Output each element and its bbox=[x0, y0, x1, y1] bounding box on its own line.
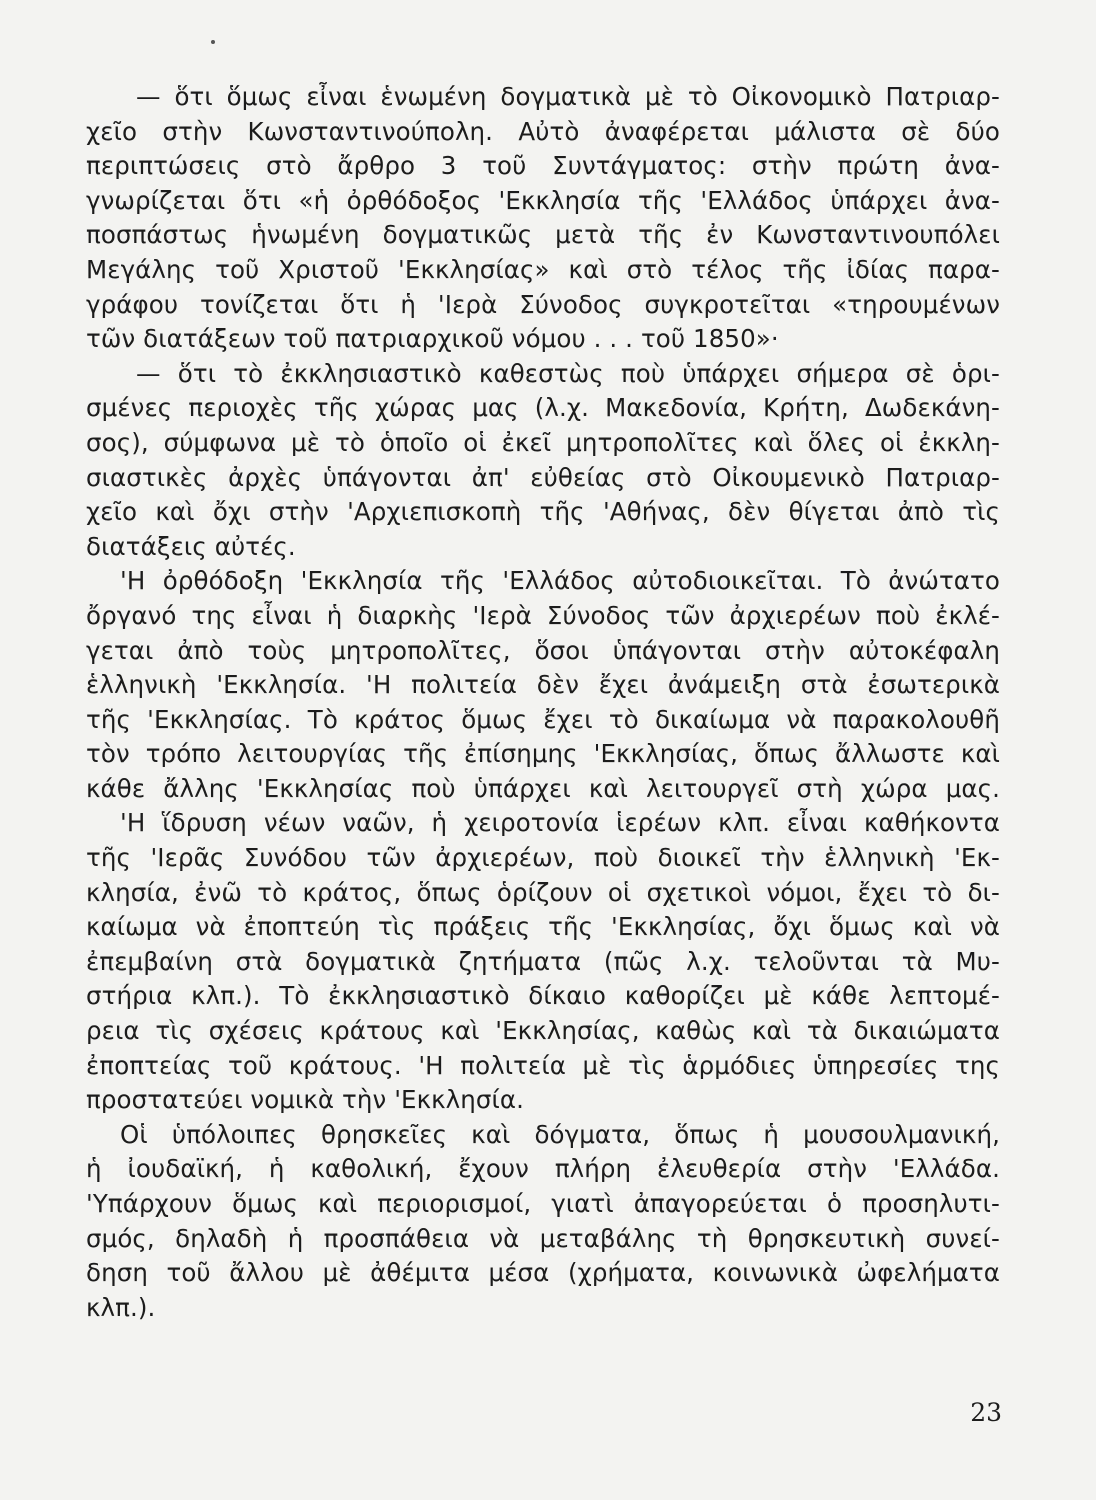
text-line: — ὅτι ὅμως εἶναι ἑνωμένη δογματικὰ μὲ τὸ Οἰκονομικὸ Πατριαρ- bbox=[136, 82, 1000, 111]
text-line: ἐποπτείας τοῦ κράτους. 'Η πολιτεία μὲ τὶς ἁρμόδιες ὑπηρεσίες της bbox=[86, 1050, 1000, 1080]
text-line: ἑλληνικὴ 'Εκκλησία. 'Η πολιτεία δὲν ἔχει ἀνάμειξη στὰ ἐσωτερικὰ bbox=[86, 670, 1000, 700]
text-line: ἐπεμβαίνη στὰ δογματικὰ ζητήματα (πῶς λ.χ. τελοῦνται τὰ Μυ- bbox=[86, 946, 1000, 976]
text-line: χεῖο στὴν Κωνσταντινούπολη. Αὐτὸ ἀναφέρεται μάλιστα σὲ δύο bbox=[86, 116, 1000, 146]
text-line: Μεγάλης τοῦ Χριστοῦ 'Εκκλησίας» καὶ στὸ τέλος τῆς ἰδίας παρα- bbox=[86, 254, 1000, 284]
text-line: Οἱ ὑπόλοιπες θρησκεῖες καὶ δόγματα, ὅπως ἡ μουσουλμανική, bbox=[120, 1119, 1000, 1149]
text-line: ποσπάστως ἡνωμένη δογματικῶς μετὰ τῆς ἐν Κωνσταντινουπόλει bbox=[86, 220, 1000, 250]
text-line: ἡ ἰουδαϊκή, ἡ καθολική, ἔχουν πλήρη ἐλευθερία στὴν 'Ελλάδα. bbox=[86, 1154, 1000, 1184]
text-line: δηση τοῦ ἄλλου μὲ ἀθέμιτα μέσα (χρήματα, κοινωνικὰ ὠφελήματα bbox=[86, 1258, 1000, 1288]
text-line: περιπτώσεις στὸ ἄρθρο 3 τοῦ Συντάγματος: στὴν πρώτη ἀνα- bbox=[86, 151, 1000, 181]
text-line: γράφου τονίζεται ὅτι ἡ 'Ιερὰ Σύνοδος συγκροτεῖται «τηρουμένων bbox=[86, 289, 1000, 319]
text-line: 'Η ὀρθόδοξη 'Εκκλησία τῆς 'Ελλάδος αὐτοδιοικεῖται. Τὸ ἀνώτατο bbox=[120, 566, 1000, 596]
text-line: χεῖο καὶ ὄχι στὴν 'Αρχιεπισκοπὴ τῆς 'Αθήνας, δὲν θίγεται ἀπὸ τὶς bbox=[86, 497, 1000, 527]
text-line: 'Η ἵδρυση νέων ναῶν, ἡ χειροτονία ἱερέων κλπ. εἶναι καθήκοντα bbox=[120, 808, 1000, 838]
text-line: κλησία, ἐνῶ τὸ κράτος, ὅπως ὁρίζουν οἱ σχετικοὶ νόμοι, ἔχει τὸ δι- bbox=[86, 877, 1000, 907]
text-line: τῆς 'Εκκλησίας. Τὸ κράτος ὅμως ἔχει τὸ δικαίωμα νὰ παρακολουθῆ bbox=[86, 704, 1000, 734]
text-line: στήρια κλπ.). Τὸ ἐκκλησιαστικὸ δίκαιο καθορίζει μὲ κάθε λεπτομέ- bbox=[86, 981, 1000, 1011]
text-line: κλπ.). bbox=[86, 1292, 156, 1322]
page-number: 23 bbox=[970, 1398, 1002, 1427]
text-line: σμένες περιοχὲς τῆς χώρας μας (λ.χ. Μακεδονία, Κρήτη, Δωδεκάνη- bbox=[86, 393, 1000, 423]
text-line: ρεια τὶς σχέσεις κράτους καὶ 'Εκκλησίας, καθὼς καὶ τὰ δικαιώματα bbox=[86, 1016, 1000, 1046]
text-line: τὸν τρόπο λειτουργίας τῆς ἐπίσημης 'Εκκλησίας, ὅπως ἄλλωστε καὶ bbox=[86, 739, 1000, 769]
text-line: σος), σύμφωνα μὲ τὸ ὁποῖο οἱ ἐκεῖ μητροπολῖτες καὶ ὅλες οἱ ἐκκλη- bbox=[86, 427, 1000, 457]
text-line: τῆς 'Ιερᾶς Συνόδου τῶν ἀρχιερέων, ποὺ διοικεῖ τὴν ἑλληνικὴ 'Εκ- bbox=[86, 843, 1000, 873]
text-line: κάθε ἄλλης 'Εκκλησίας ποὺ ὑπάρχει καὶ λειτουργεῖ στὴ χώρα μας. bbox=[86, 773, 1000, 803]
text-line: τῶν διατάξεων τοῦ πατριαρχικοῦ νόμου . . . τοῦ 1850»· bbox=[86, 324, 779, 354]
text-line: σιαστικὲς ἀρχὲς ὑπάγονται ἀπ' εὐθείας στὸ Οἰκουμενικὸ Πατριαρ- bbox=[86, 462, 1000, 492]
text-line: ὄργανό της εἶναι ἡ διαρκὴς 'Ιερὰ Σύνοδος τῶν ἀρχιερέων ποὺ ἐκλέ- bbox=[86, 600, 1000, 630]
text-line: 'Υπάρχουν ὅμως καὶ περιορισμοί, γιατὶ ἀπαγορεύεται ὁ προσηλυτι- bbox=[86, 1189, 1000, 1218]
text-line: — ὅτι τὸ ἐκκλησιαστικὸ καθεστὼς ποὺ ὑπάρχει σήμερα σὲ ὁρι- bbox=[136, 358, 1000, 388]
text-line: σμός, δηλαδὴ ἡ προσπάθεια νὰ μεταβάλης τὴ θρησκευτικὴ συνεί- bbox=[86, 1223, 1000, 1253]
text-line: καίωμα νὰ ἐποπτεύη τὶς πράξεις τῆς 'Εκκλησίας, ὄχι ὅμως καὶ νὰ bbox=[86, 912, 1000, 942]
speck-mark bbox=[211, 40, 215, 44]
text-line: γεται ἀπὸ τοὺς μητροπολῖτες, ὅσοι ὑπάγονται στὴν αὐτοκέφαλη bbox=[86, 635, 1000, 665]
body-text bbox=[86, 80, 1000, 1325]
text-line: προστατεύει νομικὰ τὴν 'Εκκλησία. bbox=[86, 1085, 525, 1115]
text-line: γνωρίζεται ὅτι «ἡ ὀρθόδοξος 'Εκκλησία τῆς 'Ελλάδος ὑπάρχει ἀνα- bbox=[86, 185, 1000, 215]
text-line: διατάξεις αὐτές. bbox=[86, 531, 296, 561]
